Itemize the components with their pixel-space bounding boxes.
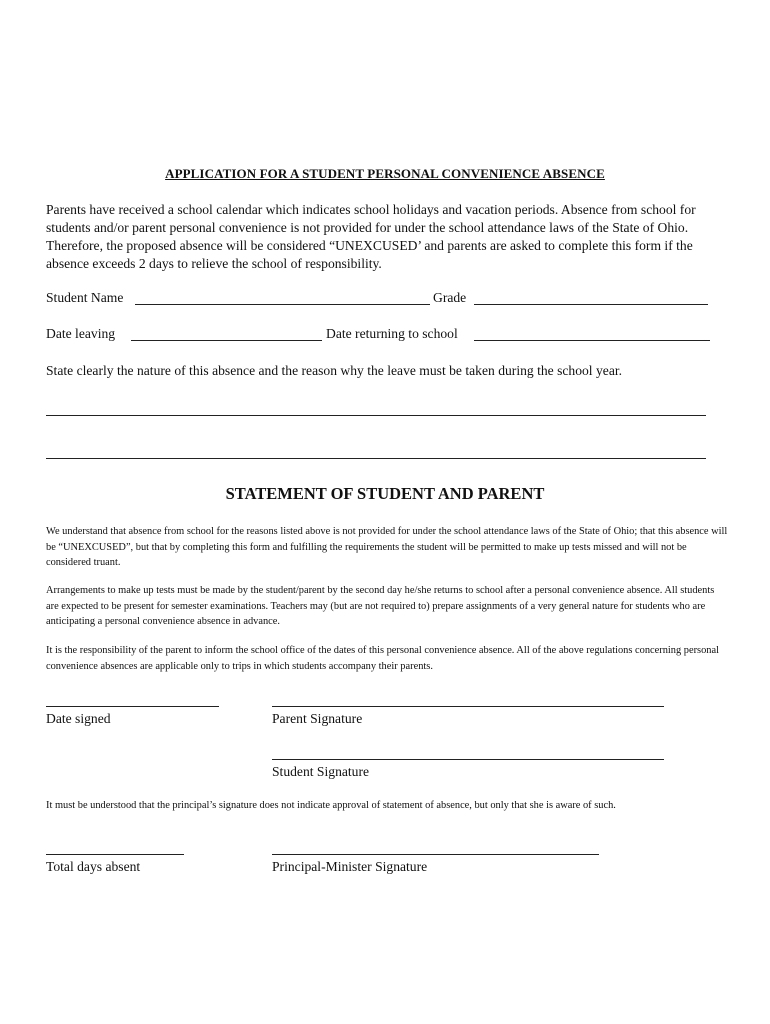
student-name-label: Student Name — [46, 290, 124, 305]
student-signature-line[interactable] — [272, 759, 664, 760]
date-leaving-label: Date leaving — [46, 326, 116, 341]
statement-paragraph-3: It is the responsibility of the parent to inform the school office of the dates of this personal convenience absence. All of the above regulations concerning personal convenience absences are applicable only to trips in which students accompany their parents. — [46, 645, 719, 672]
grade-label: Grade — [433, 290, 467, 305]
date-signed-line[interactable] — [46, 706, 219, 707]
date-leaving-line[interactable] — [131, 340, 322, 341]
date-signed-label: Date signed — [46, 711, 111, 726]
student-name-line[interactable] — [135, 304, 430, 305]
reason-line-1[interactable] — [46, 415, 706, 416]
parent-signature-label: Parent Signature — [272, 711, 363, 726]
parent-signature-line[interactable] — [272, 706, 664, 707]
principal-signature-line[interactable] — [272, 854, 599, 855]
principal-note: It must be understood that the principal’s signature does not indicate approval of statement of absence, but only that she is aware of such. — [46, 800, 616, 811]
statement-heading: STATEMENT OF STUDENT AND PARENT — [225, 484, 545, 503]
total-days-absent-label: Total days absent — [46, 859, 141, 874]
intro-paragraph: Parents have received a school calendar which indicates school holidays and vacation periods. Absence from school for students and/or parent personal convenience is not provided for under the school attendance laws of the State of Ohio. Therefore, the proposed absence will be considered “UNEXCUSED’ and parents are asked to complete this form if the absence exceeds 2 days to relieve the school of responsibility. — [46, 202, 696, 271]
reason-line-2[interactable] — [46, 458, 706, 459]
statement-paragraph-2: Arrangements to make up tests must be made by the student/parent by the second day he/she returns to school after a personal convenience absence. All students are expected to be present for semester examinations. Teachers may (but are not required to) prepare assignments of a very general nature for students who are anticipating a personal convenience absence in advance. — [46, 585, 715, 627]
nature-prompt: State clearly the nature of this absence and the reason why the leave must be taken during the school year. — [46, 363, 623, 378]
date-returning-label: Date returning to school — [326, 326, 458, 341]
statement-paragraph-1: We understand that absence from school for the reasons listed above is not provided for under the school attendance laws of the State of Ohio; that this absence will be “UNEXCUSED”, but that by completing this form and fulfilling the requirements the student will be permitted to make up tests missed and will not be considered truant. — [46, 526, 728, 568]
date-returning-line[interactable] — [474, 340, 710, 341]
principal-signature-label: Principal-Minister Signature — [272, 859, 428, 874]
total-days-absent-line[interactable] — [46, 854, 184, 855]
form-title: APPLICATION FOR A STUDENT PERSONAL CONVENIENCE ABSENCE — [165, 166, 605, 181]
grade-line[interactable] — [474, 304, 708, 305]
student-signature-label: Student Signature — [272, 764, 370, 779]
